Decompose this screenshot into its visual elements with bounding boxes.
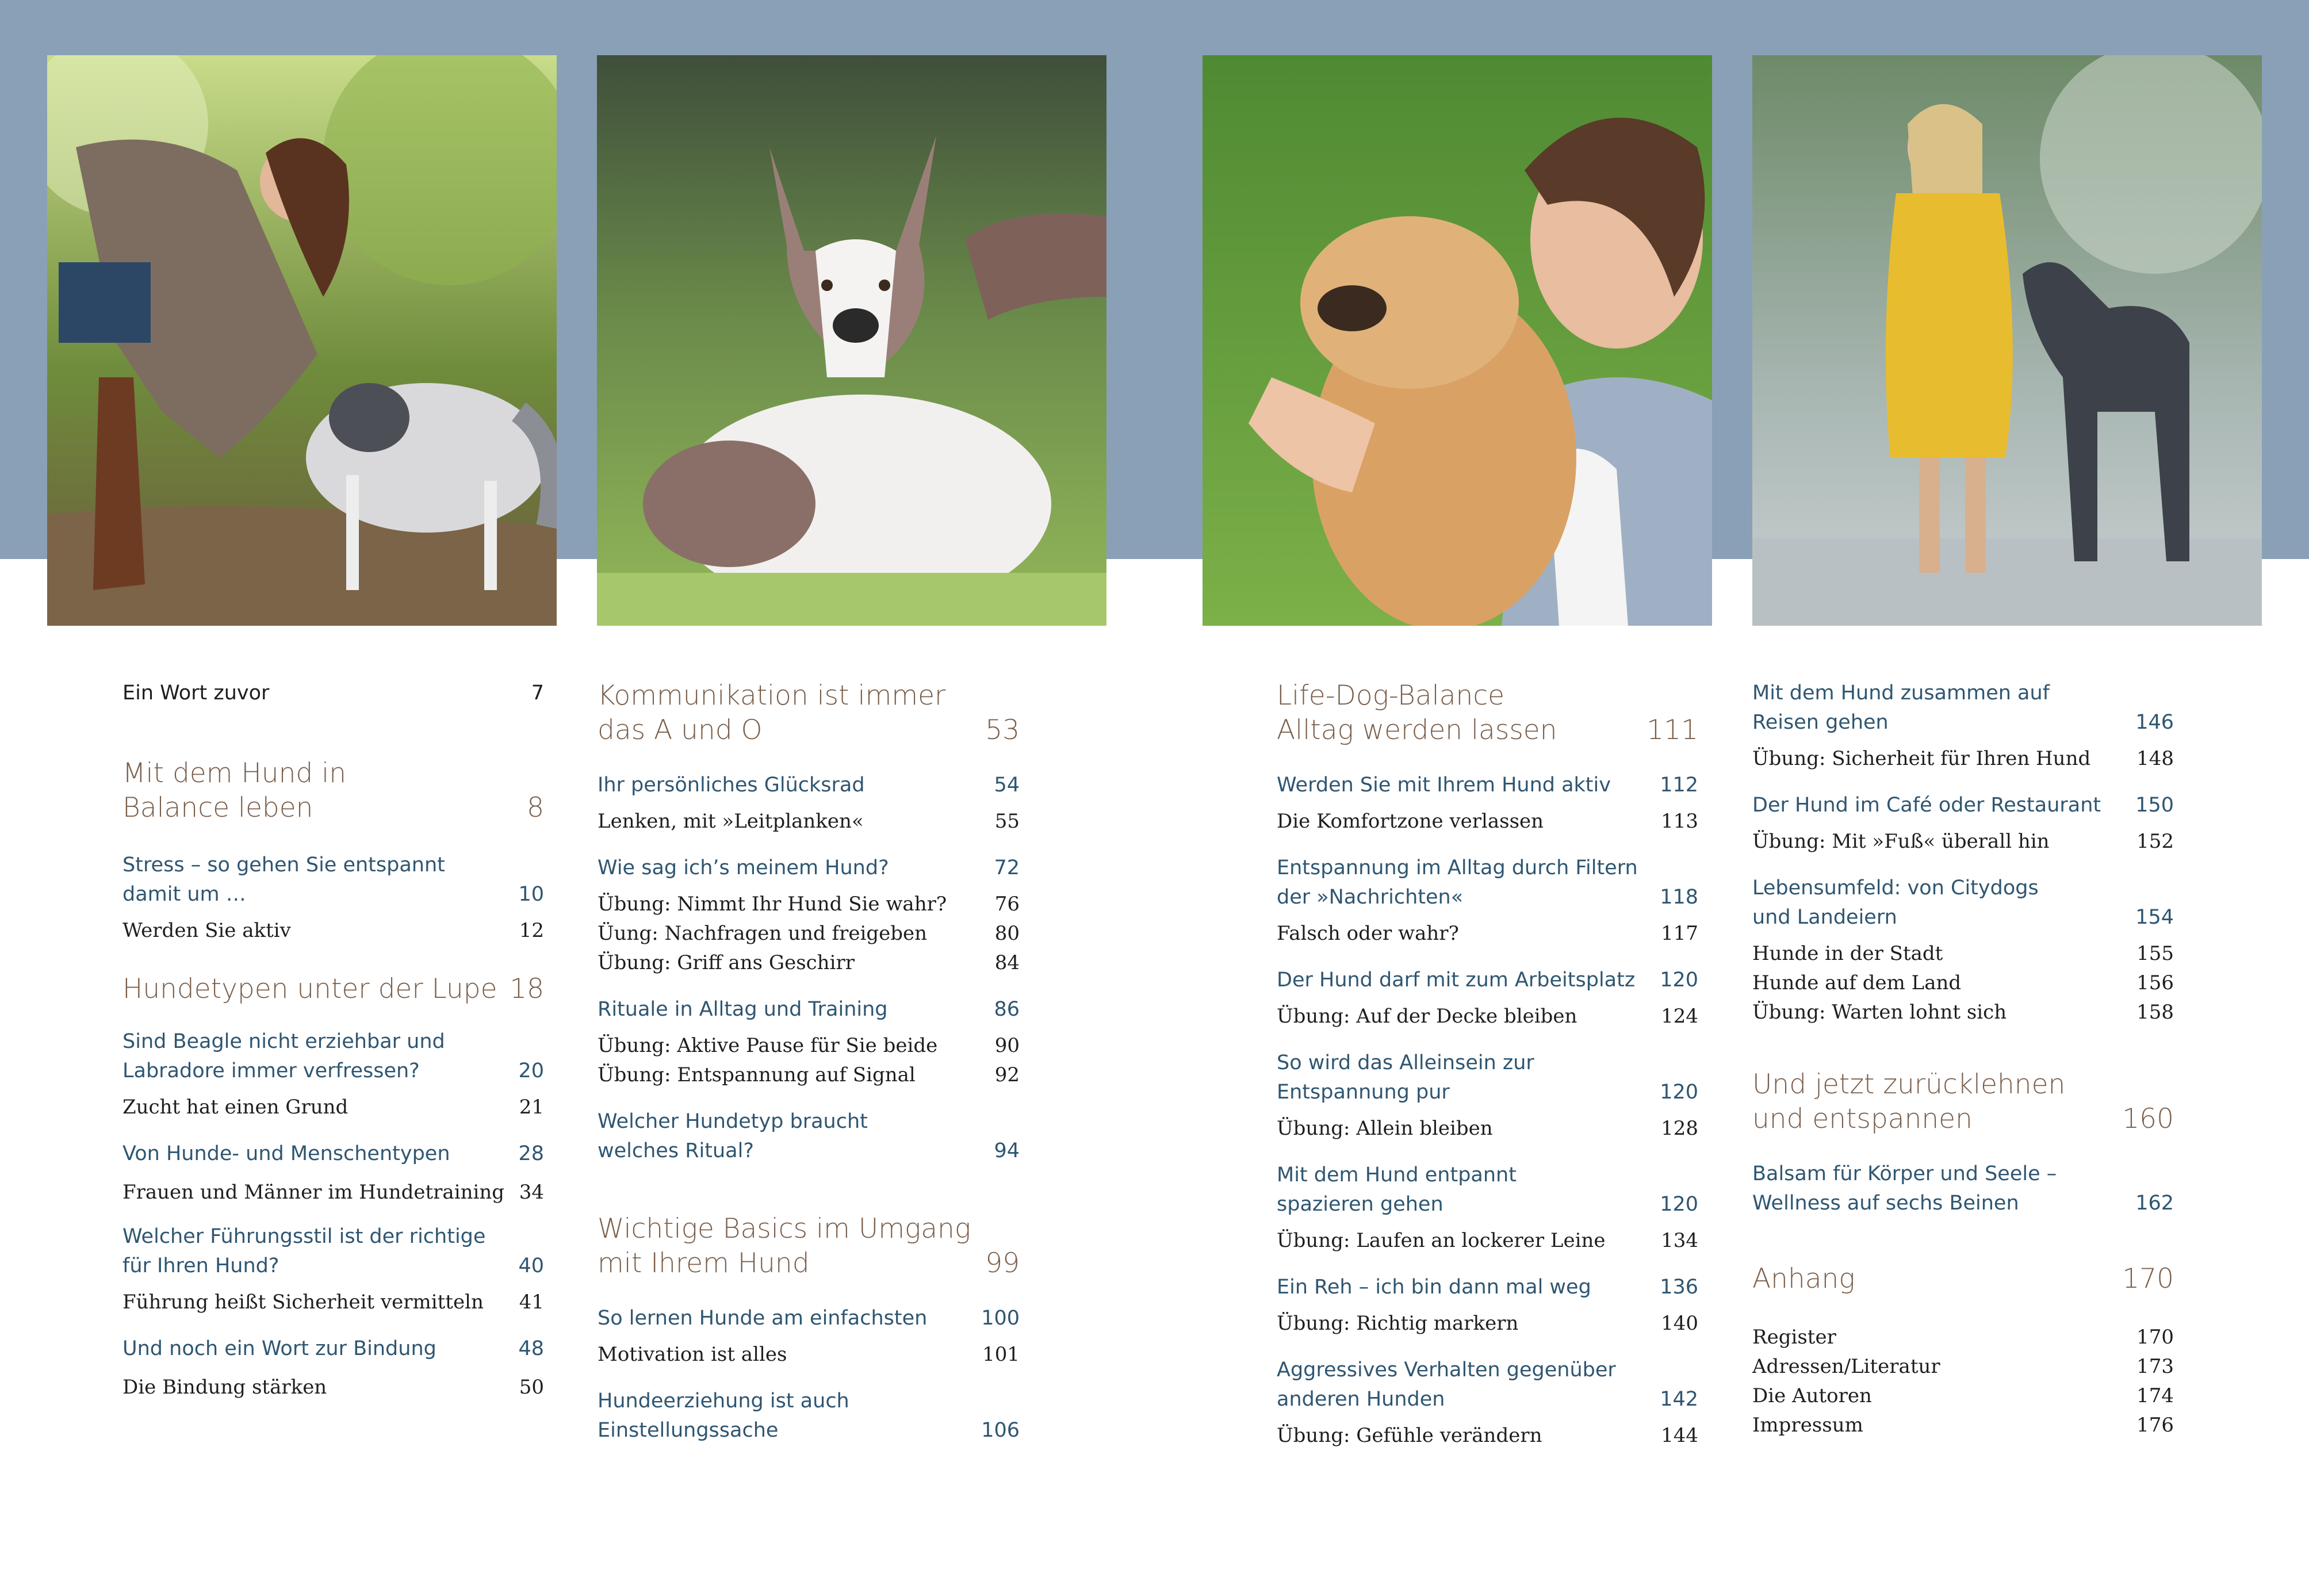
toc-page-number: 174 <box>2136 1384 2174 1407</box>
toc-page-number: 34 <box>519 1181 544 1204</box>
toc-entry-title: Übung: Gefühle verändern <box>1277 1424 1542 1447</box>
photo-woman-kissing-dog <box>1203 55 1712 626</box>
toc-column-4 <box>1752 679 2174 1440</box>
toc-entry[interactable] <box>122 1373 544 1402</box>
toc-page-number: 155 <box>2136 942 2174 965</box>
toc-subchapter-title: Der Hund im Café oder Restaurant <box>1752 794 2101 817</box>
toc-entry-title: Übung: Richtig markern <box>1277 1312 1519 1335</box>
toc-entry[interactable] <box>1277 919 1698 948</box>
toc-page-number: 136 <box>1660 1276 1698 1299</box>
toc-subchapter-title: Balsam für Körper und Seele – Wellness auf sechs Beinen <box>1752 1162 2057 1215</box>
toc-subchapter[interactable] <box>1277 1048 1698 1107</box>
toc-entry[interactable] <box>1277 807 1698 836</box>
toc-chapter[interactable] <box>1752 1262 2174 1296</box>
toc-chapter-title: Hundetypen unter der Lupe <box>122 973 497 1005</box>
toc-page-number: 28 <box>518 1142 544 1165</box>
toc-chapter[interactable] <box>1277 679 1698 748</box>
toc-entry[interactable] <box>598 890 1020 978</box>
toc-page-number: 144 <box>1661 1424 1698 1447</box>
toc-page-number: 134 <box>1661 1229 1698 1252</box>
toc-page-number: 101 <box>982 1343 1020 1366</box>
toc-entry-title: Übung: Allein bleiben <box>1277 1117 1493 1140</box>
toc-entry[interactable] <box>122 1093 544 1122</box>
toc-page-number: 162 <box>2135 1192 2174 1215</box>
toc-subchapter-title: Ein Reh – ich bin dann mal weg <box>1277 1276 1591 1299</box>
toc-page-number: 41 <box>519 1291 544 1314</box>
toc-subchapter[interactable] <box>598 854 1020 883</box>
toc-subchapter[interactable] <box>1752 679 2174 737</box>
toc-page-number: 100 <box>981 1307 1020 1330</box>
toc-page-number: 148 <box>2136 747 2174 770</box>
toc-page-number: 170 <box>2122 1263 2174 1295</box>
toc-subchapter-title: Welcher Führungsstil ist der richtige für Ihren Hund? <box>122 1225 486 1277</box>
toc-subchapter-title: Werden Sie mit Ihrem Hund aktiv <box>1277 774 1611 797</box>
toc-subchapter[interactable] <box>122 851 544 909</box>
toc-chapter-title: Life-Dog-Balance Alltag werden lassen <box>1277 680 1557 746</box>
toc-entry-title: Die Komfortzone verlassen <box>1277 810 1544 833</box>
toc-page-number: 113 <box>1661 810 1698 833</box>
toc-chapter-title: Kommunikation ist immer das A und O <box>598 680 946 746</box>
toc-entry-title: Impressum <box>1752 1414 1863 1437</box>
toc-subchapter-title: Entspannung im Alltag durch Filtern der »Nachrichten« <box>1277 856 1638 909</box>
toc-subchapter-title: Wie sag ich’s meinem Hund? <box>598 856 889 879</box>
toc-page-number: 55 <box>994 810 1020 833</box>
toc-subchapter[interactable] <box>122 1027 544 1086</box>
toc-entry-title: Übung: Sicherheit für Ihren Hund <box>1752 747 2091 770</box>
toc-subchapter[interactable] <box>122 1139 544 1169</box>
toc-chapter-title: Und jetzt zurücklehnen und entspannen <box>1752 1069 2066 1135</box>
toc-chapter[interactable] <box>1752 1067 2174 1136</box>
toc-subchapter-title: Aggressives Verhalten gegenüber anderen Hunden <box>1277 1358 1616 1411</box>
toc-subchapter-title: Der Hund darf mit zum Arbeitsplatz <box>1277 969 1636 992</box>
toc-page-number: 146 <box>2135 711 2174 734</box>
toc-page-number: 117 <box>1661 922 1698 945</box>
toc-subchapter-title: Und noch ein Wort zur Bindung <box>122 1337 436 1360</box>
toc-page-number: 94 <box>994 1139 1020 1162</box>
toc-subchapter[interactable] <box>598 771 1020 800</box>
toc-entry[interactable] <box>1277 1114 1698 1143</box>
toc-page-number: 18 <box>510 973 544 1005</box>
toc-entry-title: Übung: Entspannung auf Signal <box>598 1063 916 1086</box>
toc-page-number: 90 <box>994 1034 1020 1057</box>
toc-chapter[interactable] <box>598 679 1020 748</box>
toc-page-number: 156 <box>2136 971 2174 994</box>
toc-entry-title: Übung: Nimmt Ihr Hund Sie wahr? <box>598 893 947 916</box>
toc-page-number: 160 <box>2122 1103 2174 1135</box>
toc-subchapter[interactable] <box>122 1334 544 1364</box>
toc-page-number: 99 <box>985 1247 1020 1279</box>
toc-entry[interactable] <box>598 1340 1020 1369</box>
toc-subchapter-title: Lebensumfeld: von Citydogs und Landeiern <box>1752 877 2039 929</box>
toc-entry[interactable] <box>1752 939 2174 1027</box>
toc-entry-title: Lenken, mit »Leitplanken« <box>598 810 864 833</box>
toc-subchapter[interactable] <box>1277 771 1698 800</box>
toc-entry[interactable] <box>122 1288 544 1317</box>
toc-subchapter[interactable] <box>1277 966 1698 995</box>
toc-chapter[interactable] <box>122 972 544 1006</box>
toc-page-number: 53 <box>985 714 1020 746</box>
toc-page-number: 152 <box>2136 830 2174 853</box>
photo-border-collie <box>597 55 1106 626</box>
toc-entry[interactable] <box>1277 1309 1698 1338</box>
toc-page-number: 120 <box>1660 1081 1698 1104</box>
toc-entry[interactable] <box>122 916 544 946</box>
toc-page-number: 112 <box>1660 774 1698 797</box>
toc-chapter-title: Anhang <box>1752 1263 1855 1295</box>
toc-page-number: 106 <box>981 1419 1020 1442</box>
toc-subchapter[interactable] <box>1752 791 2174 820</box>
toc-entry-title: Ein Wort zuvor <box>122 682 270 705</box>
toc-subchapter-title: Von Hunde- und Menschentypen <box>122 1142 450 1165</box>
toc-entry-title: Hunde auf dem Land <box>1752 971 1962 994</box>
toc-page-number: 7 <box>531 682 544 705</box>
toc-subchapter-title: Mit dem Hund entpannt spazieren gehen <box>1277 1163 1517 1216</box>
toc-entry[interactable] <box>598 1031 1020 1090</box>
toc-subchapter[interactable] <box>598 995 1020 1024</box>
toc-page-number: 176 <box>2136 1414 2174 1437</box>
toc-page-number: 120 <box>1660 1193 1698 1216</box>
toc-subchapter-title: Sind Beagle nicht erziehbar und Labradore immer verfressen? <box>122 1030 445 1082</box>
toc-page-number: 12 <box>519 919 544 942</box>
toc-subchapter[interactable] <box>1277 854 1698 912</box>
toc-entry-title: Übung: Griff ans Geschirr <box>598 951 855 974</box>
toc-entry[interactable] <box>1752 1323 2174 1440</box>
toc-entry-title: Falsch oder wahr? <box>1277 922 1459 945</box>
toc-page-number: 128 <box>1661 1117 1698 1140</box>
toc-subchapter-title: Ihr persönliches Glücksrad <box>598 774 865 797</box>
toc-subchapter-title: So wird das Alleinsein zur Entspannung pur <box>1277 1051 1534 1104</box>
toc-page-number: 92 <box>994 1063 1020 1086</box>
toc-entry[interactable] <box>122 1178 544 1207</box>
toc-page-number: 86 <box>994 998 1020 1021</box>
toc-entry-title: Register <box>1752 1326 1836 1349</box>
toc-page-number: 170 <box>2136 1326 2174 1349</box>
toc-entry[interactable] <box>1277 1421 1698 1450</box>
toc-page-number: 111 <box>1646 714 1698 746</box>
toc-subchapter[interactable] <box>122 1222 544 1281</box>
toc-entry-title: Führung heißt Sicherheit vermitteln <box>122 1291 484 1314</box>
toc-entry-title: Üung: Nachfragen und freigeben <box>598 922 928 945</box>
toc-subchapter[interactable] <box>598 1107 1020 1166</box>
toc-entry-title: Übung: Aktive Pause für Sie beide <box>598 1034 938 1057</box>
toc-chapter-title: Mit dem Hund in Balance leben <box>122 757 346 824</box>
toc-entry-title: Die Bindung stärken <box>122 1376 327 1399</box>
toc-page-number: 72 <box>994 856 1020 879</box>
toc-subchapter-title: Stress – so gehen Sie entspannt damit um … <box>122 854 445 906</box>
toc-page-number: 124 <box>1661 1005 1698 1028</box>
toc-page-number: 8 <box>527 792 544 824</box>
toc-subchapter-title: Mit dem Hund zusammen auf Reisen gehen <box>1752 682 2050 734</box>
toc-subchapter-title: Rituale in Alltag und Training <box>598 998 888 1021</box>
toc-page-number: 21 <box>519 1096 544 1119</box>
toc-page-number: 20 <box>518 1059 544 1082</box>
toc-page-number: 154 <box>2135 906 2174 929</box>
toc-subchapter[interactable] <box>1277 1161 1698 1219</box>
toc-page-number: 80 <box>994 922 1020 945</box>
toc-page-number: 54 <box>994 774 1020 797</box>
toc-entry-title: Übung: Auf der Decke bleiben <box>1277 1005 1577 1028</box>
toc-page-number: 158 <box>2136 1001 2174 1024</box>
toc-entry[interactable] <box>1277 1002 1698 1031</box>
toc-entry-title: Motivation ist alles <box>598 1343 787 1366</box>
toc-subchapter-title: Welcher Hundetyp braucht welches Ritual? <box>598 1110 868 1162</box>
photo-woman-feeding-dog <box>47 55 557 626</box>
toc-page-number: 120 <box>1660 969 1698 992</box>
toc-subchapter[interactable] <box>598 1304 1020 1333</box>
toc-entry-title: Übung: Warten lohnt sich <box>1752 1001 2007 1024</box>
toc-entry-title: Zucht hat einen Grund <box>122 1096 349 1119</box>
toc-entry[interactable] <box>598 807 1020 836</box>
toc-entry[interactable] <box>1277 1226 1698 1256</box>
toc-chapter[interactable] <box>122 756 544 825</box>
toc-entry[interactable] <box>1752 744 2174 774</box>
toc-page-number: 76 <box>994 893 1020 916</box>
toc-subchapter[interactable] <box>598 1387 1020 1445</box>
toc-entry-title: Hunde in der Stadt <box>1752 942 1943 965</box>
toc-entry-title: Werden Sie aktiv <box>122 919 291 942</box>
toc-entry[interactable] <box>1752 827 2174 856</box>
toc-subchapter[interactable] <box>1277 1273 1698 1302</box>
toc-page-number: 118 <box>1660 886 1698 909</box>
toc-page-number: 40 <box>518 1254 544 1277</box>
toc-entry-intro[interactable] <box>122 679 544 708</box>
toc-page-number: 173 <box>2136 1355 2174 1378</box>
toc-subchapter[interactable] <box>1752 1159 2174 1218</box>
toc-page-number: 150 <box>2135 794 2174 817</box>
toc-subchapter[interactable] <box>1752 874 2174 932</box>
toc-page-number: 142 <box>1660 1388 1698 1411</box>
toc-page-number: 50 <box>519 1376 544 1399</box>
toc-subchapter-title: Hundeerziehung ist auch Einstellungssache <box>598 1390 849 1442</box>
toc-entry-title: Frauen und Männer im Hundetraining <box>122 1181 505 1204</box>
photo-woman-with-great-dane <box>1752 55 2262 626</box>
toc-subchapter[interactable] <box>1277 1356 1698 1414</box>
toc-entry-title: Adressen/Literatur <box>1752 1355 1940 1378</box>
toc-subchapter-title: So lernen Hunde am einfachsten <box>598 1307 928 1330</box>
toc-entry-title: Übung: Laufen an lockerer Leine <box>1277 1229 1606 1252</box>
toc-column-1 <box>122 679 544 1402</box>
toc-page-number: 84 <box>994 951 1020 974</box>
toc-entry-title: Die Autoren <box>1752 1384 1872 1407</box>
toc-column-3 <box>1277 679 1698 1450</box>
toc-page-number: 140 <box>1661 1312 1698 1335</box>
toc-chapter[interactable] <box>598 1212 1020 1281</box>
toc-page-number: 10 <box>518 883 544 906</box>
toc-entry-title: Übung: Mit »Fuß« überall hin <box>1752 830 2050 853</box>
toc-column-2 <box>598 679 1020 1445</box>
toc-chapter-title: Wichtige Basics im Umgang mit Ihrem Hund <box>598 1213 971 1279</box>
toc-page-number: 48 <box>518 1337 544 1360</box>
